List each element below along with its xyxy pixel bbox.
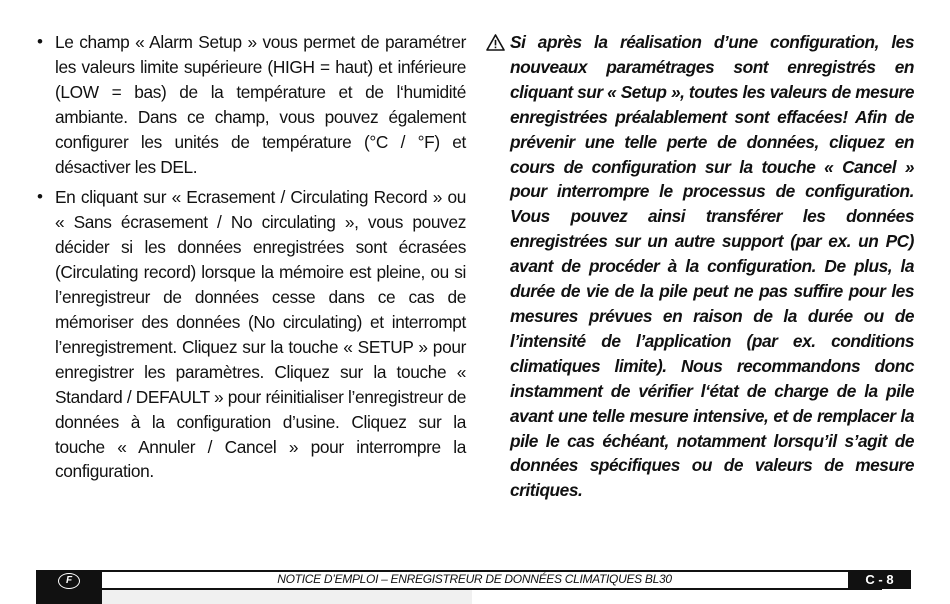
- bullet-alarm-setup: [36, 30, 466, 179]
- page-footer: [36, 570, 911, 604]
- language-badge: F: [58, 573, 80, 589]
- page-number: C - 8: [848, 570, 911, 589]
- bullet-circulating-record: [36, 185, 466, 484]
- warning-text: Si après la réalisation d’une configuration, les nouveaux paramétrages sont enregistrés en cliquant sur « Setup », toutes les valeurs de mesure enregistrées préalablement sont effacées! Afin de prévenir une telle perte de données, cliquez en cours de configuration sur la touche « Cancel » pour interrompre le processus de configuration. Vous pouvez ainsi transférer les données enregistrées sur un autre support (par ex. un PC) avant de procéder à la configuration. De plus, la durée de vie de la pile peut ne pas suffire pour les mesures prévues en raison de la durée ou de l’intensité de l’application (par ex. conditions climatiques limite). Nous recommandons donc instamment de vérifier l‘état de charge de la pile avant une telle mesure intensive, et de remplacer la pile le cas échéant, notamment lorsqu’il s’agit de données spécifiques ou de valeurs de mesure critiques.: [510, 32, 914, 501]
- warning-triangle-icon: [486, 34, 505, 51]
- left-column: [36, 30, 466, 490]
- bullet-text: Le champ « Alarm Setup » vous permet de paramétrer les valeurs limite supérieure (HIGH = haut) et inférieure (LOW = bas) de la température et de l‘humidité ambiante. Dans ce champ, vous pouvez également configurer les unités de température (°C / °F) et désactiver les DEL.: [55, 32, 466, 177]
- warning-block: [486, 30, 914, 503]
- bullet-dot: •: [37, 187, 43, 207]
- footer-title: NOTICE D’EMPLOI – ENREGISTREUR DE DONNÉES CLIMATIQUES BL30: [277, 572, 672, 586]
- bullet-dot: •: [37, 32, 43, 51]
- bullet-text: En cliquant sur « Ecrasement / Circulating Record » ou « Sans écrasement / No circulating », vous pouvez décider si les données enregistrées sont écrasées (Circulating record) lorsque la mémoire est pleine, ou si l’enregistreur de données cesse dans ce cas de mémoriser des données (No circulating) et interrompt l’enregistrement. Cliquez sur la touche « SETUP » pour enregistrer les paramètres. Cliquez sur la touche « Standard / DEFAULT » pour réinitialiser l’enregistreur de données à la configuration d’usine. Cliquez sur la touche « Annuler / Cancel » pour interrompre la configuration.: [55, 187, 466, 482]
- right-column: [486, 30, 914, 503]
- footer-grey-strip: [102, 590, 472, 604]
